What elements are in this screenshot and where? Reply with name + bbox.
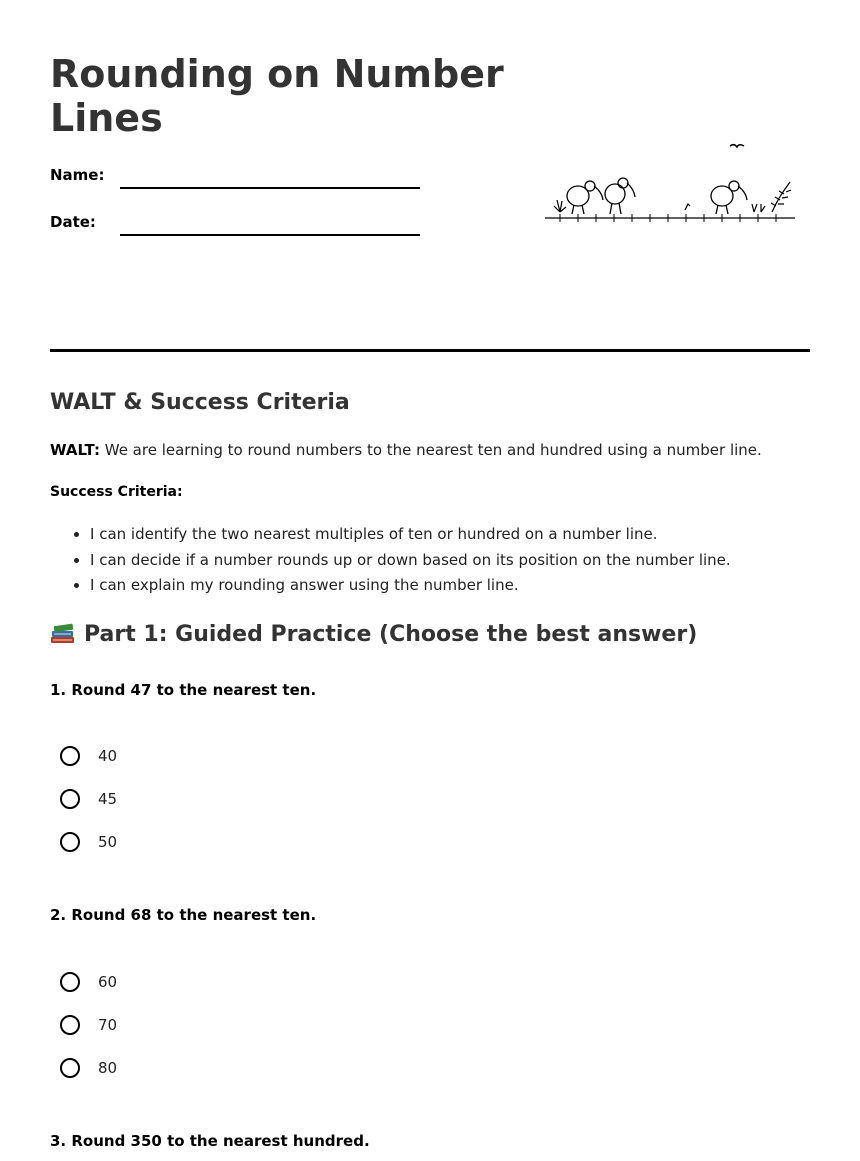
radio-button[interactable] [60, 832, 80, 852]
question-1-prompt: 1. Round 47 to the nearest ten. [50, 681, 317, 699]
criteria-item: • I can decide if a number rounds up or down based on its position on the number line. [90, 550, 731, 576]
criteria-item: • I can explain my rounding answer using the number line. [90, 575, 731, 601]
radio-button[interactable] [60, 972, 80, 992]
option-label: 40 [98, 747, 118, 765]
q1-option-50[interactable] [60, 830, 117, 854]
page-title: Rounding on Number Lines [50, 52, 504, 140]
kiwi-number-line-illustration [540, 130, 800, 230]
q2-option-70[interactable] [60, 1013, 117, 1037]
q2-option-80[interactable] [60, 1056, 117, 1080]
q1-option-40[interactable] [60, 744, 117, 768]
criteria-item: • I can identify the two nearest multiples of ten or hundred on a number line. [90, 524, 731, 550]
radio-button[interactable] [60, 746, 80, 766]
walt-heading: WALT & Success Criteria [50, 390, 350, 415]
success-criteria-list [50, 524, 731, 601]
name-label: Name: [50, 166, 105, 184]
part1-heading-text: Part 1: Guided Practice (Choose the best answer) [84, 622, 698, 647]
header-divider [50, 349, 810, 352]
question-2-prompt: 2. Round 68 to the nearest ten. [50, 906, 317, 924]
name-field[interactable] [120, 187, 420, 189]
question-3-prompt: 3. Round 350 to the nearest hundred. [50, 1132, 370, 1150]
q2-option-60[interactable] [60, 970, 117, 994]
part1-heading [50, 622, 697, 647]
radio-button[interactable] [60, 1058, 80, 1078]
success-criteria-label: Success Criteria: [50, 484, 183, 500]
option-label: 60 [98, 973, 118, 991]
option-label: 70 [98, 1016, 118, 1034]
option-label: 50 [98, 833, 118, 851]
walt-text: We are learning to round numbers to the nearest ten and hundred using a number line. [99, 441, 762, 459]
walt-statement [50, 441, 762, 459]
radio-button[interactable] [60, 1015, 80, 1035]
date-field[interactable] [120, 234, 420, 236]
radio-button[interactable] [60, 789, 80, 809]
option-label: 45 [98, 790, 118, 808]
option-label: 80 [98, 1059, 118, 1077]
date-label: Date: [50, 213, 96, 231]
q1-option-45[interactable] [60, 787, 117, 811]
books-icon [50, 622, 76, 644]
walt-label: WALT: [50, 441, 100, 459]
